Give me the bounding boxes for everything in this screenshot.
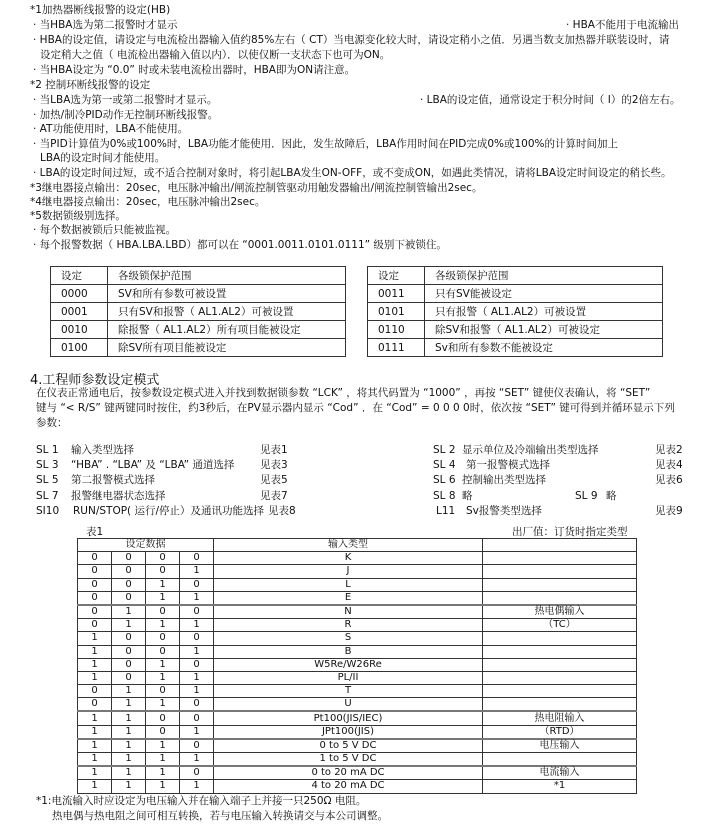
input-type-cell: PL/II — [214, 671, 483, 684]
setting-digit-cell: 0 — [112, 671, 146, 684]
table-row — [78, 739, 637, 753]
category-cell: 电压输入 — [483, 739, 637, 753]
lock-table-right — [367, 266, 663, 357]
cell: 0101 — [368, 303, 425, 321]
lock-table-left — [50, 266, 346, 357]
table-row — [78, 766, 637, 780]
param-ref: 见表1 — [260, 444, 288, 456]
note1-bullet: · 当HBA设定为 “0.0” 时或未装电流检出器时，HBA即为ON请注意。 — [33, 64, 356, 76]
table-row — [368, 285, 663, 303]
setting-digit-cell: 0 — [180, 632, 214, 645]
param-ref: 见表7 — [260, 490, 288, 502]
cell: 0011 — [368, 285, 425, 303]
category-cell — [483, 632, 637, 645]
cell: 0100 — [51, 339, 108, 357]
param-ref: 见表6 — [655, 474, 683, 486]
category-cell — [483, 645, 637, 658]
note3: *3继电器接点输出：20sec，电压脉冲输出/闸流控制管驱动用触发器输出/闸流控制管输出2sec。 — [30, 182, 483, 194]
cell: 0110 — [368, 321, 425, 339]
table-row — [78, 671, 637, 684]
setting-digit-cell: 1 — [112, 698, 146, 712]
note1-bullet: · HBA的设定值，请设定与电流检出器输入值约85%左右（ CT）当电源变化较大时，请设定稍小之值．另遇当数支加热器并联装设时，请 — [33, 34, 670, 46]
setting-digit-cell: 0 — [180, 711, 214, 725]
note2-bullet: · AT功能使用时，LBA不能使用。 — [33, 123, 189, 135]
input-type-cell: N — [214, 605, 483, 619]
category-cell: 热电偶输入 — [483, 605, 637, 619]
param-desc: 显示单位及冷端输出类型选择 — [462, 444, 599, 456]
setting-digit-cell: 1 — [180, 671, 214, 684]
setting-digit-cell: 0 — [146, 711, 180, 725]
setting-digit-cell: 0 — [146, 632, 180, 645]
table-row — [78, 619, 637, 632]
table-row — [368, 339, 663, 357]
input-type-cell: 0 to 5 V DC — [214, 739, 483, 753]
param-desc: RUN/STOP( 运行/停止）及通讯功能选择 — [73, 505, 265, 517]
setting-digit-cell: 0 — [78, 698, 112, 712]
param-code: SL 2 — [433, 444, 456, 456]
param-code: SL 7 — [36, 490, 59, 502]
setting-digit-cell: 1 — [78, 766, 112, 780]
table1-label: 表1 — [86, 526, 104, 538]
table-row — [78, 632, 637, 645]
param-ref: 见表8 — [268, 505, 296, 517]
setting-digit-cell: 1 — [112, 685, 146, 698]
setting-digit-cell: 1 — [78, 645, 112, 658]
param-desc: 第二报警模式选择 — [71, 474, 155, 486]
cell: 0000 — [51, 285, 108, 303]
param-ref: 见表5 — [260, 474, 288, 486]
setting-digit-cell: 1 — [78, 725, 112, 739]
footnote: 热电偶与热电阻之间可相互转换，若与电压输入转换请交与本公司调整。 — [52, 810, 388, 822]
param-code: SL 3 — [36, 459, 59, 471]
table-row — [78, 685, 637, 698]
param-code: SL 1 — [36, 444, 59, 456]
cell: 除SV所有项目能被设定 — [108, 339, 346, 357]
setting-digit-cell: 0 — [180, 605, 214, 619]
setting-digit-cell: 0 — [180, 658, 214, 671]
setting-digit-cell: 1 — [112, 739, 146, 753]
setting-digit-cell: 1 — [112, 766, 146, 780]
note5-bullet: · 每个报警数据（ HBA.LBA.LBD）都可以在 “0001.0011.0101.0111” 级别下被锁住。 — [33, 239, 447, 251]
cell: 0010 — [51, 321, 108, 339]
category-cell — [483, 753, 637, 767]
setting-digit-cell: 0 — [78, 578, 112, 591]
setting-digit-cell: 0 — [180, 578, 214, 591]
note2-bullet: · 加热/制冷PID动作无控制环断线报警。 — [33, 109, 219, 121]
param-code: L11 — [436, 505, 456, 517]
param-ref: 见表3 — [260, 459, 288, 471]
cell: 除SV和报警（ AL1.AL2）可被设定 — [425, 321, 663, 339]
note2-bullet: · LBA的设定时间过短，或不适合控制对象时，将引起LBA发生ON-OFF，或不变成ON，如遇此类情况，请将LBA设定时间设定的稍长些。 — [33, 167, 672, 179]
note2-bullet-right: · LBA的设定值，通常设定于积分时间（ I）的2倍左右。 — [420, 94, 681, 106]
header-cell: 输入类型 — [214, 539, 483, 552]
setting-digit-cell: 0 — [112, 658, 146, 671]
param-desc: 略 — [462, 490, 473, 502]
cell: Sv和所有参数不能被设定 — [425, 339, 663, 357]
setting-digit-cell: 0 — [112, 645, 146, 658]
param-code: SL 6 — [433, 474, 456, 486]
setting-digit-cell: 0 — [78, 591, 112, 605]
table-row — [78, 780, 637, 793]
setting-digit-cell: 1 — [146, 753, 180, 767]
setting-digit-cell: 1 — [78, 780, 112, 793]
cell: 0001 — [51, 303, 108, 321]
input-type-cell: K — [214, 552, 483, 565]
input-type-cell: W5Re/W26Re — [214, 658, 483, 671]
input-type-cell: 0 to 20 mA DC — [214, 766, 483, 780]
note2-bullet: · 当LBA选为第一或第二报警时才显示。 — [33, 94, 218, 106]
setting-digit-cell: 0 — [146, 552, 180, 565]
cell: 除报警（ AL1.AL2）所有项目能被设定 — [108, 321, 346, 339]
section-paragraph: 在仪表正常通电后，按参数设定模式进入并找到数据锁参数 “LCK” ，将其代码置为 “1000” ，再按 “SET” 键使仪表确认，将 “SET” — [36, 387, 651, 399]
setting-digit-cell: 1 — [112, 605, 146, 619]
input-type-cell: L — [214, 578, 483, 591]
input-type-cell: JPt100(JIS) — [214, 725, 483, 739]
note5-title: *5数据锁级别选择。 — [30, 210, 126, 222]
setting-digit-cell: 1 — [78, 658, 112, 671]
setting-digit-cell: 0 — [78, 605, 112, 619]
header-cell: 设定 — [51, 267, 108, 285]
setting-digit-cell: 0 — [112, 565, 146, 578]
input-type-cell: E — [214, 591, 483, 605]
input-type-cell: R — [214, 619, 483, 632]
category-cell — [483, 565, 637, 578]
setting-digit-cell: 0 — [146, 645, 180, 658]
table-row — [51, 339, 346, 357]
setting-digit-cell: 1 — [112, 725, 146, 739]
setting-digit-cell: 1 — [180, 619, 214, 632]
category-cell: （RTD） — [483, 725, 637, 739]
input-type-cell: 4 to 20 mA DC — [214, 780, 483, 793]
section-heading: 4.工程师参数设定模式 — [30, 373, 160, 388]
header-cell: 设定数据 — [78, 539, 214, 552]
category-cell: *1 — [483, 780, 637, 793]
setting-digit-cell: 0 — [112, 552, 146, 565]
setting-digit-cell: 1 — [146, 591, 180, 605]
setting-digit-cell: 0 — [180, 698, 214, 712]
setting-digit-cell: 1 — [180, 591, 214, 605]
param-code: SL 8 — [433, 490, 456, 502]
table-row — [51, 321, 346, 339]
setting-digit-cell: 1 — [112, 753, 146, 767]
setting-digit-cell: 1 — [146, 780, 180, 793]
setting-digit-cell: 0 — [112, 632, 146, 645]
setting-digit-cell: 1 — [180, 645, 214, 658]
category-cell — [483, 658, 637, 671]
setting-digit-cell: 0 — [180, 739, 214, 753]
table-row — [78, 578, 637, 591]
input-type-cell: U — [214, 698, 483, 712]
input-type-cell: T — [214, 685, 483, 698]
setting-digit-cell: 0 — [112, 591, 146, 605]
header-cell: 设定 — [368, 267, 425, 285]
category-cell — [483, 671, 637, 684]
setting-digit-cell: 1 — [180, 565, 214, 578]
setting-digit-cell: 1 — [146, 619, 180, 632]
setting-digit-cell: 1 — [146, 766, 180, 780]
header-cell — [483, 539, 637, 552]
table-row — [51, 285, 346, 303]
param-code: SI10 — [36, 505, 60, 517]
input-type-cell: J — [214, 565, 483, 578]
param-ref: 见表2 — [655, 444, 683, 456]
cell: 只有SV能被设定 — [425, 285, 663, 303]
setting-digit-cell: 1 — [146, 698, 180, 712]
cell: 0111 — [368, 339, 425, 357]
input-type-cell: 1 to 5 V DC — [214, 753, 483, 767]
category-cell: 电流输入 — [483, 766, 637, 780]
setting-digit-cell: 1 — [78, 632, 112, 645]
input-type-table — [77, 538, 637, 794]
setting-digit-cell: 0 — [146, 685, 180, 698]
note1-bullet-cont: 设定稍大之值（ 电流检出器输入值以内）．以使仅断一支状态下也可为ON。 — [40, 49, 391, 61]
category-cell: （TC） — [483, 619, 637, 632]
setting-digit-cell: 0 — [180, 766, 214, 780]
setting-digit-cell: 0 — [146, 605, 180, 619]
section-paragraph: 键与 “< R/S” 键两键同时按住，约3秒后，在PV显示器内显示 “Cod” ．在 “Cod” = 0 0 0 0时，依次按 “SET” 键可得到并循环显示下列 — [36, 402, 675, 414]
input-type-cell: Pt100(JIS/IEC) — [214, 711, 483, 725]
input-type-cell: S — [214, 632, 483, 645]
setting-digit-cell: 1 — [112, 780, 146, 793]
note1-bullet: · 当HBA选为第二报警时才显示 — [33, 19, 178, 31]
param-ref: 见表9 — [655, 505, 683, 517]
param-desc: 报警继电器状态选择 — [71, 490, 166, 502]
setting-digit-cell: 1 — [78, 753, 112, 767]
param-desc: Sv报警类型选择 — [466, 505, 542, 517]
setting-digit-cell: 0 — [78, 552, 112, 565]
section-paragraph: 参数： — [36, 417, 68, 429]
note2-bullet: · 当PID计算值为0%或100%时，LBA功能才能使用．因此，发生故障后，LBA作用时间在PID完成0%或100%的计算时间加上 — [33, 138, 619, 150]
footnote: *1:电流输入时应设定为电压输入并在输入端子上并接一只250Ω 电阻。 — [36, 795, 367, 807]
setting-digit-cell: 0 — [112, 578, 146, 591]
table-row — [368, 303, 663, 321]
category-cell — [483, 578, 637, 591]
setting-digit-cell: 1 — [78, 739, 112, 753]
setting-digit-cell: 1 — [78, 671, 112, 684]
table-row — [78, 698, 637, 712]
setting-digit-cell: 0 — [146, 725, 180, 739]
table-row — [78, 658, 637, 671]
setting-digit-cell: 1 — [180, 780, 214, 793]
table-header — [78, 539, 637, 552]
note5-bullet: · 每个数据被锁后只能被监视。 — [33, 224, 177, 236]
setting-digit-cell: 1 — [112, 619, 146, 632]
setting-digit-cell: 1 — [146, 739, 180, 753]
table-row — [78, 591, 637, 605]
note4: *4继电器接点输出：20sec，电压脉冲输出2sec。 — [30, 196, 266, 208]
setting-digit-cell: 1 — [180, 725, 214, 739]
table-row — [78, 711, 637, 725]
setting-digit-cell: 1 — [78, 711, 112, 725]
note2-title: *2 控制环断线报警的设定 — [30, 79, 151, 91]
setting-digit-cell: 1 — [146, 658, 180, 671]
setting-digit-cell: 1 — [112, 711, 146, 725]
param-desc: 第一报警模式选择 — [466, 459, 550, 471]
table-row — [368, 321, 663, 339]
factory-default: 出厂值：订货时指定类型 — [512, 526, 628, 538]
table-row — [78, 605, 637, 619]
setting-digit-cell: 0 — [180, 552, 214, 565]
param-code: SL 4 — [433, 459, 456, 471]
note2-bullet-cont: LBA的设定时间才能使用。 — [40, 152, 166, 164]
cell: 只有SV和报警（ AL1.AL2）可被设置 — [108, 303, 346, 321]
note1-title: *1加热器断线报警的设定(HB) — [30, 4, 171, 16]
table-row — [78, 753, 637, 767]
category-cell — [483, 698, 637, 712]
param-desc: 控制输出类型选择 — [462, 474, 546, 486]
category-cell — [483, 552, 637, 565]
cell: SV和所有参数可被设置 — [108, 285, 346, 303]
category-cell — [483, 685, 637, 698]
setting-digit-cell: 1 — [146, 578, 180, 591]
note1-bullet-right: · HBA不能用于电流输出 — [566, 19, 679, 31]
category-cell: 热电阻输入 — [483, 711, 637, 725]
param-desc: 输入类型选择 — [71, 444, 134, 456]
header-cell: 各级锁保护范围 — [108, 267, 346, 285]
setting-digit-cell: 0 — [78, 685, 112, 698]
table-row — [78, 552, 637, 565]
param-code: SL 5 — [36, 474, 59, 486]
setting-digit-cell: 1 — [180, 753, 214, 767]
setting-digit-cell: 0 — [146, 565, 180, 578]
cell: 只有报警（ AL1.AL2）可被设置 — [425, 303, 663, 321]
setting-digit-cell: 1 — [180, 685, 214, 698]
setting-digit-cell: 1 — [146, 671, 180, 684]
table-row — [78, 725, 637, 739]
table-row — [78, 645, 637, 658]
param-ref: 见表4 — [655, 459, 683, 471]
input-type-cell: B — [214, 645, 483, 658]
setting-digit-cell: 0 — [78, 565, 112, 578]
param-code: SL 9 — [575, 490, 598, 502]
setting-digit-cell: 0 — [78, 619, 112, 632]
table-row — [51, 303, 346, 321]
header-cell: 各级锁保护范围 — [425, 267, 663, 285]
param-desc: 略 — [606, 490, 617, 502]
category-cell — [483, 591, 637, 605]
param-desc: “HBA” . “LBA” 及 “LBA” 通道选择 — [71, 459, 235, 471]
table-row — [78, 565, 637, 578]
